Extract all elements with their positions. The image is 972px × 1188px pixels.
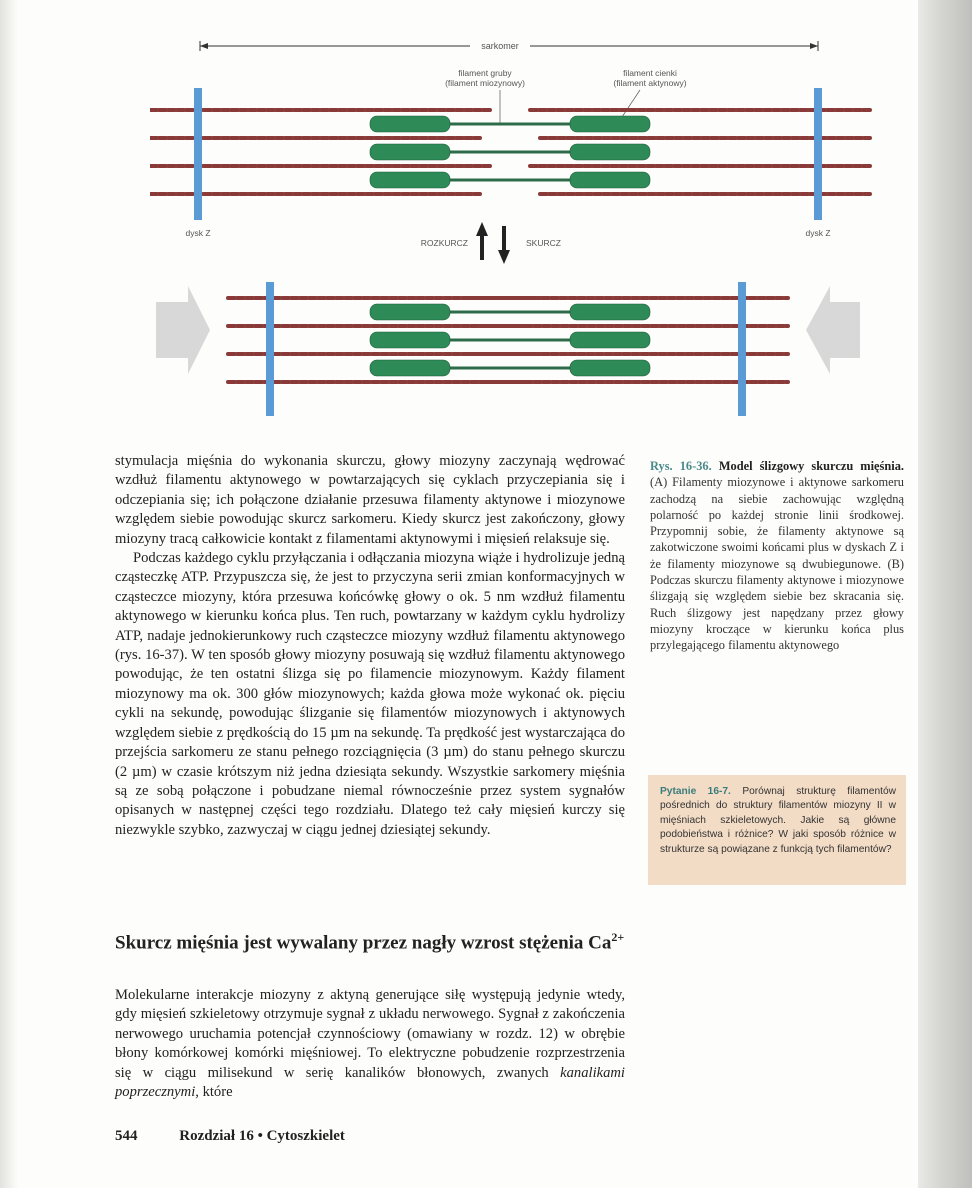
section-heading [115, 926, 635, 954]
question-text: Porównaj strukturę filamentów pośrednich do struktury filamentów miozyny II w mięśniach szkieletowych. Jakie są główne podobieństwa i różnice? W jaki sposób różnice w strukturze są powiązane z funkcją tych filamentów? [660, 786, 896, 855]
page-edge-shadow [918, 0, 972, 1188]
sliding-filament-figure [150, 30, 880, 425]
z-disc-label-left: dysk Z [185, 228, 211, 238]
thick-filament-label: filament gruby [458, 68, 512, 78]
section-heading-text: Skurcz mięśnia jest wywalany przez nagły wzrost stężenia Ca [115, 932, 612, 954]
contraction-arrows [421, 222, 561, 264]
thin-filament-label: filament cienki [623, 68, 677, 78]
sarcomere-label: sarkomer [481, 41, 519, 51]
relaxation-label: ROZKURCZ [420, 238, 468, 248]
page-footer [115, 1128, 345, 1145]
contracted-sarcomere [156, 282, 860, 416]
relaxed-sarcomere [150, 88, 870, 220]
push-arrow-right [806, 286, 860, 374]
question-box [648, 775, 906, 885]
sarcomere-dimension [200, 41, 818, 51]
z-disc-left-b [266, 282, 274, 416]
section-paragraph-start: Molekularne interakcje miozyny z aktyną generujące siłę występują jedynie wtedy, gdy mięsień szkieletowy otrzymuje sygnał z układu nerwowego. Sygnał z zakończenia nerwowego uruchamia potencjał czynnościowy (omawiany w rozdz. 12) w obrębie błony komórkowej komórki mięśniowej. To elektryczne pobudzenie rozprzestrzenia się w ciągu milisekund w serię kanalików błonowych, zwanych [115, 987, 625, 1081]
section-paragraph-term: kanalikami poprzecznymi [115, 1064, 625, 1101]
caption-text: (A) Filamenty miozynowe i aktynowe sarkomeru zachodzą na siebie zachowując względną polarność po każdej stronie linii środkowej. Przypomnij sobie, że filamenty aktynowe są zakotwiczone swoimi końcami plus w dyskach Z i że filamenty miozynowe są dwubiegunowe. (B) Podczas skurczu filamenty aktynowe i miozynowe ślizgają się względem siebie bez skracania się. Ruch ślizgowy jest napędzany przez głowy miozyny kroczące w kierunku końca plus przylegającego filamentu aktynowego [650, 475, 904, 653]
section-paragraph-end: , które [195, 1084, 233, 1101]
chapter-title: Rozdział 16 • Cytoszkielet [179, 1128, 345, 1144]
body-paragraph-2: Podczas każdego cyklu przyłączania i odłączania miozyna wiąże i hydrolizuje jedną cząsteczkę ATP. Przypuszcza się, że jest to przyczyna serii zmian konformacyjnych w cząsteczce miozyny, która przesuwa końcówkę głowy o ok. 5 nm wzdłuż filamentu aktynowego w kierunku końca plus. Ten ruch, powtarzany w każdym cyklu hydrolizy ATP, nadaje jednokierunkowy ruch cząsteczce miozyny wzdłuż filamentu aktynowego (rys. 16-37). W ten sposób głowy miozyny posuwają się wzdłuż filamentu aktynowego powodując, że ten ostatni ślizga się po filamencie miozynowym. Każdy filament miozynowy ma ok. 300 głów miozynowych; każda głowa może wykonać ok. pięciu cykli na sekundę, powodując ślizganie się filamentów miozynowych i aktynowych względem siebie z prędkością do 15 µm na sekundę. Ta prędkość jest wystarczająca do przejścia sarkomeru ze stanu pełnego rozciągnięcia (3 µm) do stanu pełnego skurczu (2 µm) w czasie krótszym niż jedna dziesiąta sekundy. Wszystkie sarkomery mięśnia są ze sobą połączone i pobudzane niemal równocześnie przez system sygnałów opisanych w następnej części tego rozdziału. Dlatego też cały mięsień kurczy się niezwykle szybko, zazwyczaj w ciągu jednej dziesiątej sekundy. [115, 550, 625, 838]
z-disc-right-b [738, 282, 746, 416]
push-arrow-left [156, 286, 210, 374]
main-text-column [115, 452, 625, 840]
caption-label: Rys. 16-36. [650, 459, 712, 473]
thin-filament-sublabel: (filament aktynowy) [613, 78, 687, 88]
page-number: 544 [115, 1128, 138, 1144]
section-paragraph [115, 986, 625, 1102]
z-disc-left-a [194, 88, 202, 220]
thick-filament-sublabel: (filament miozynowy) [445, 78, 525, 88]
z-disc-label-right: dysk Z [805, 228, 831, 238]
body-paragraph-1: stymulacja mięśnia do wykonania skurczu, głowy miozyny zaczynają wędrować wzdłuż filamentu aktynowego w powtarzających się cyklach przyczepiania się i odczepiania się; ich połączone działanie przesuwa filamenty aktynowe i miozynowe względem siebie powodując skurcz sarkomeru. Kiedy skurcz jest zakończony, głowy miozyny tracą całkowicie kontakt z filamentami aktynowymi i mięsień relaksuje się. [115, 453, 625, 547]
section-heading-superscript: 2+ [611, 930, 625, 944]
caption-title: Model ślizgowy skurczu mięśnia. [718, 459, 904, 473]
z-disc-right-a [814, 88, 822, 220]
contraction-label: SKURCZ [526, 238, 561, 248]
figure-caption [650, 458, 904, 654]
page-gutter-shadow [0, 0, 18, 1188]
question-label: Pytanie 16-7. [660, 786, 731, 797]
